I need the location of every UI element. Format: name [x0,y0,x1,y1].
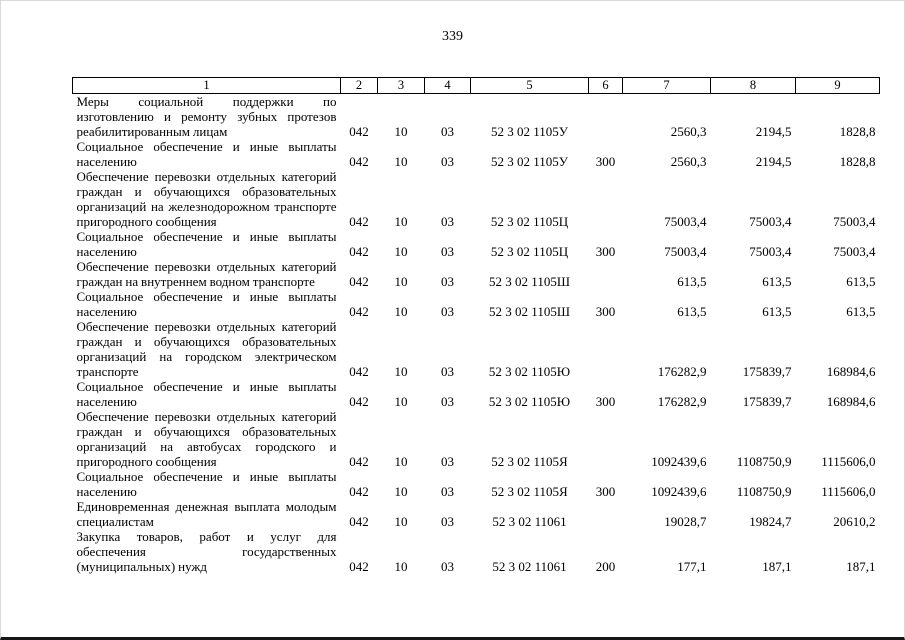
column-number-header: 7 [623,78,711,94]
table-row [73,469,880,499]
table-row [73,529,880,574]
cell-code-expense-type [589,319,623,379]
cell-code-subsection: 03 [441,484,454,499]
cell-code-target-item: 52 3 02 1105Ю [488,394,571,409]
table-row [73,229,880,259]
cell-code-target-item: 52 3 02 1105У [491,124,568,139]
cell-description: Социальное обеспечение и иные выплаты населению [76,289,337,319]
cell-amount-year1: 613,5 [677,274,707,289]
cell-code-subsection: 03 [441,214,454,229]
cell-code-subsection: 03 [441,244,454,259]
cell-code-target-item: 52 3 02 1105Ш [489,304,570,319]
cell-description: Закупка товаров, работ и услуг для обеспечения государственных (муниципальных) нужд [76,529,337,574]
cell-amount-year2: 1108750,9 [736,454,792,469]
cell-amount-year1: 177,1 [677,559,707,574]
cell-code-subsection: 03 [441,154,454,169]
table-header-row [73,78,880,94]
cell-code-expense-type [589,94,623,140]
cell-code-subsection: 03 [441,394,454,409]
cell-code-target-item: 52 3 02 11061 [492,514,567,529]
cell-amount-year2: 75003,4 [749,244,792,259]
cell-code-grbs: 042 [349,124,369,139]
cell-amount-year2: 613,5 [762,274,792,289]
cell-amount-year3: 1115606,0 [821,484,876,499]
cell-description: Социальное обеспечение и иные выплаты населению [76,379,337,409]
cell-amount-year1: 613,5 [677,304,707,319]
cell-amount-year1: 75003,4 [664,214,707,229]
cell-code-expense-type: 300 [595,154,616,169]
cell-code-expense-type: 200 [595,559,616,574]
cell-code-target-item: 52 3 02 1105Ш [489,274,570,289]
cell-amount-year3: 75003,4 [833,244,876,259]
cell-amount-year1: 2560,3 [670,154,707,169]
cell-code-grbs: 042 [349,244,369,259]
cell-code-expense-type [589,499,623,529]
cell-amount-year2: 1108750,9 [736,484,792,499]
table-body [73,94,880,575]
cell-code-subsection: 03 [441,124,454,139]
cell-amount-year1: 1092439,6 [651,484,707,499]
column-number-header: 4 [425,78,471,94]
cell-code-grbs: 042 [349,214,369,229]
cell-code-grbs: 042 [349,304,369,319]
cell-description: Обеспечение перевозки отдельных категорий граждан на внутреннем водном транспорте [76,259,337,289]
cell-code-target-item: 52 3 02 1105У [491,154,568,169]
cell-code-section: 10 [394,364,408,379]
cell-amount-year3: 1828,8 [839,124,876,139]
column-number-header: 8 [711,78,796,94]
cell-amount-year1: 176282,9 [657,364,707,379]
table-row [73,379,880,409]
cell-description: Социальное обеспечение и иные выплаты населению [76,469,337,499]
cell-code-target-item: 52 3 02 1105Я [491,484,568,499]
cell-code-target-item: 52 3 02 1105Ц [490,244,569,259]
cell-amount-year2: 2194,5 [755,124,792,139]
cell-code-expense-type [589,169,623,229]
cell-amount-year3: 1115606,0 [821,454,876,469]
cell-amount-year1: 2560,3 [670,124,707,139]
cell-description: Единовременная денежная выплата молодым специалистам [76,499,337,529]
cell-amount-year2: 175839,7 [742,394,792,409]
cell-amount-year2: 613,5 [762,304,792,319]
cell-code-target-item: 52 3 02 1105Я [491,454,568,469]
table-header [73,78,880,94]
cell-amount-year2: 187,1 [762,559,792,574]
cell-code-subsection: 03 [441,364,454,379]
cell-amount-year3: 75003,4 [833,214,876,229]
cell-amount-year3: 613,5 [846,274,876,289]
cell-code-section: 10 [394,154,408,169]
cell-code-section: 10 [394,394,408,409]
cell-amount-year3: 168984,6 [826,394,876,409]
table-row [73,319,880,379]
cell-amount-year3: 613,5 [846,304,876,319]
cell-description: Обеспечение перевозки отдельных категорий граждан и обучающихся образовательных организаций на железнодорожном транспорте пригородного сообщения [76,169,337,229]
cell-code-grbs: 042 [349,559,369,574]
cell-code-target-item: 52 3 02 1105Ю [488,364,571,379]
table-row [73,289,880,319]
cell-amount-year1: 19028,7 [664,514,707,529]
table-row [73,259,880,289]
cell-description: Социальное обеспечение и иные выплаты населению [76,139,337,169]
table-row [73,499,880,529]
budget-table [72,77,880,574]
cell-code-subsection: 03 [441,559,454,574]
cell-amount-year3: 1828,8 [839,154,876,169]
cell-code-section: 10 [394,559,408,574]
cell-amount-year2: 19824,7 [749,514,792,529]
cell-code-grbs: 042 [349,274,369,289]
cell-code-section: 10 [394,244,408,259]
column-number-header: 6 [589,78,623,94]
column-number-header: 3 [378,78,425,94]
cell-code-section: 10 [394,454,408,469]
cell-amount-year3: 20610,2 [833,514,876,529]
cell-code-section: 10 [394,214,408,229]
cell-description: Обеспечение перевозки отдельных категорий граждан и обучающихся образовательных организаций на автобусах городского и пригородного сообщения [76,409,337,469]
cell-amount-year1: 75003,4 [664,244,707,259]
cell-amount-year2: 175839,7 [742,364,792,379]
cell-code-grbs: 042 [349,394,369,409]
cell-description: Социальное обеспечение и иные выплаты населению [76,229,337,259]
cell-code-expense-type: 300 [595,244,616,259]
cell-code-subsection: 03 [441,454,454,469]
cell-code-expense-type: 300 [595,394,616,409]
cell-code-subsection: 03 [441,274,454,289]
cell-code-target-item: 52 3 02 11061 [492,559,567,574]
cell-code-grbs: 042 [349,484,369,499]
cell-code-section: 10 [394,514,408,529]
table-row [73,169,880,229]
cell-code-grbs: 042 [349,514,369,529]
cell-amount-year2: 2194,5 [755,154,792,169]
cell-code-expense-type [589,409,623,469]
cell-code-subsection: 03 [441,514,454,529]
cell-code-section: 10 [394,484,408,499]
cell-description: Меры социальной поддержки по изготовлению и ремонту зубных протезов реабилитированным лицам [76,94,337,139]
cell-code-subsection: 03 [441,304,454,319]
column-number-header: 5 [471,78,589,94]
cell-amount-year3: 187,1 [846,559,876,574]
table-row [73,94,880,140]
column-number-header: 9 [796,78,880,94]
cell-code-section: 10 [394,124,408,139]
cell-code-section: 10 [394,304,408,319]
cell-amount-year3: 168984,6 [826,364,876,379]
cell-code-grbs: 042 [349,454,369,469]
cell-code-grbs: 042 [349,364,369,379]
page-number: 339 [442,29,463,44]
cell-amount-year2: 75003,4 [749,214,792,229]
column-number-header: 1 [73,78,341,94]
table-row [73,139,880,169]
cell-code-expense-type: 300 [595,304,616,319]
table-row [73,409,880,469]
cell-amount-year1: 176282,9 [657,394,707,409]
cell-code-expense-type [589,259,623,289]
cell-description: Обеспечение перевозки отдельных категорий граждан и обучающихся образовательных организаций на городском электрическом транспорте [76,319,337,379]
cell-code-expense-type: 300 [595,484,616,499]
cell-code-grbs: 042 [349,154,369,169]
cell-code-target-item: 52 3 02 1105Ц [490,214,569,229]
column-number-header: 2 [341,78,378,94]
cell-code-section: 10 [394,274,408,289]
cell-amount-year1: 1092439,6 [651,454,707,469]
